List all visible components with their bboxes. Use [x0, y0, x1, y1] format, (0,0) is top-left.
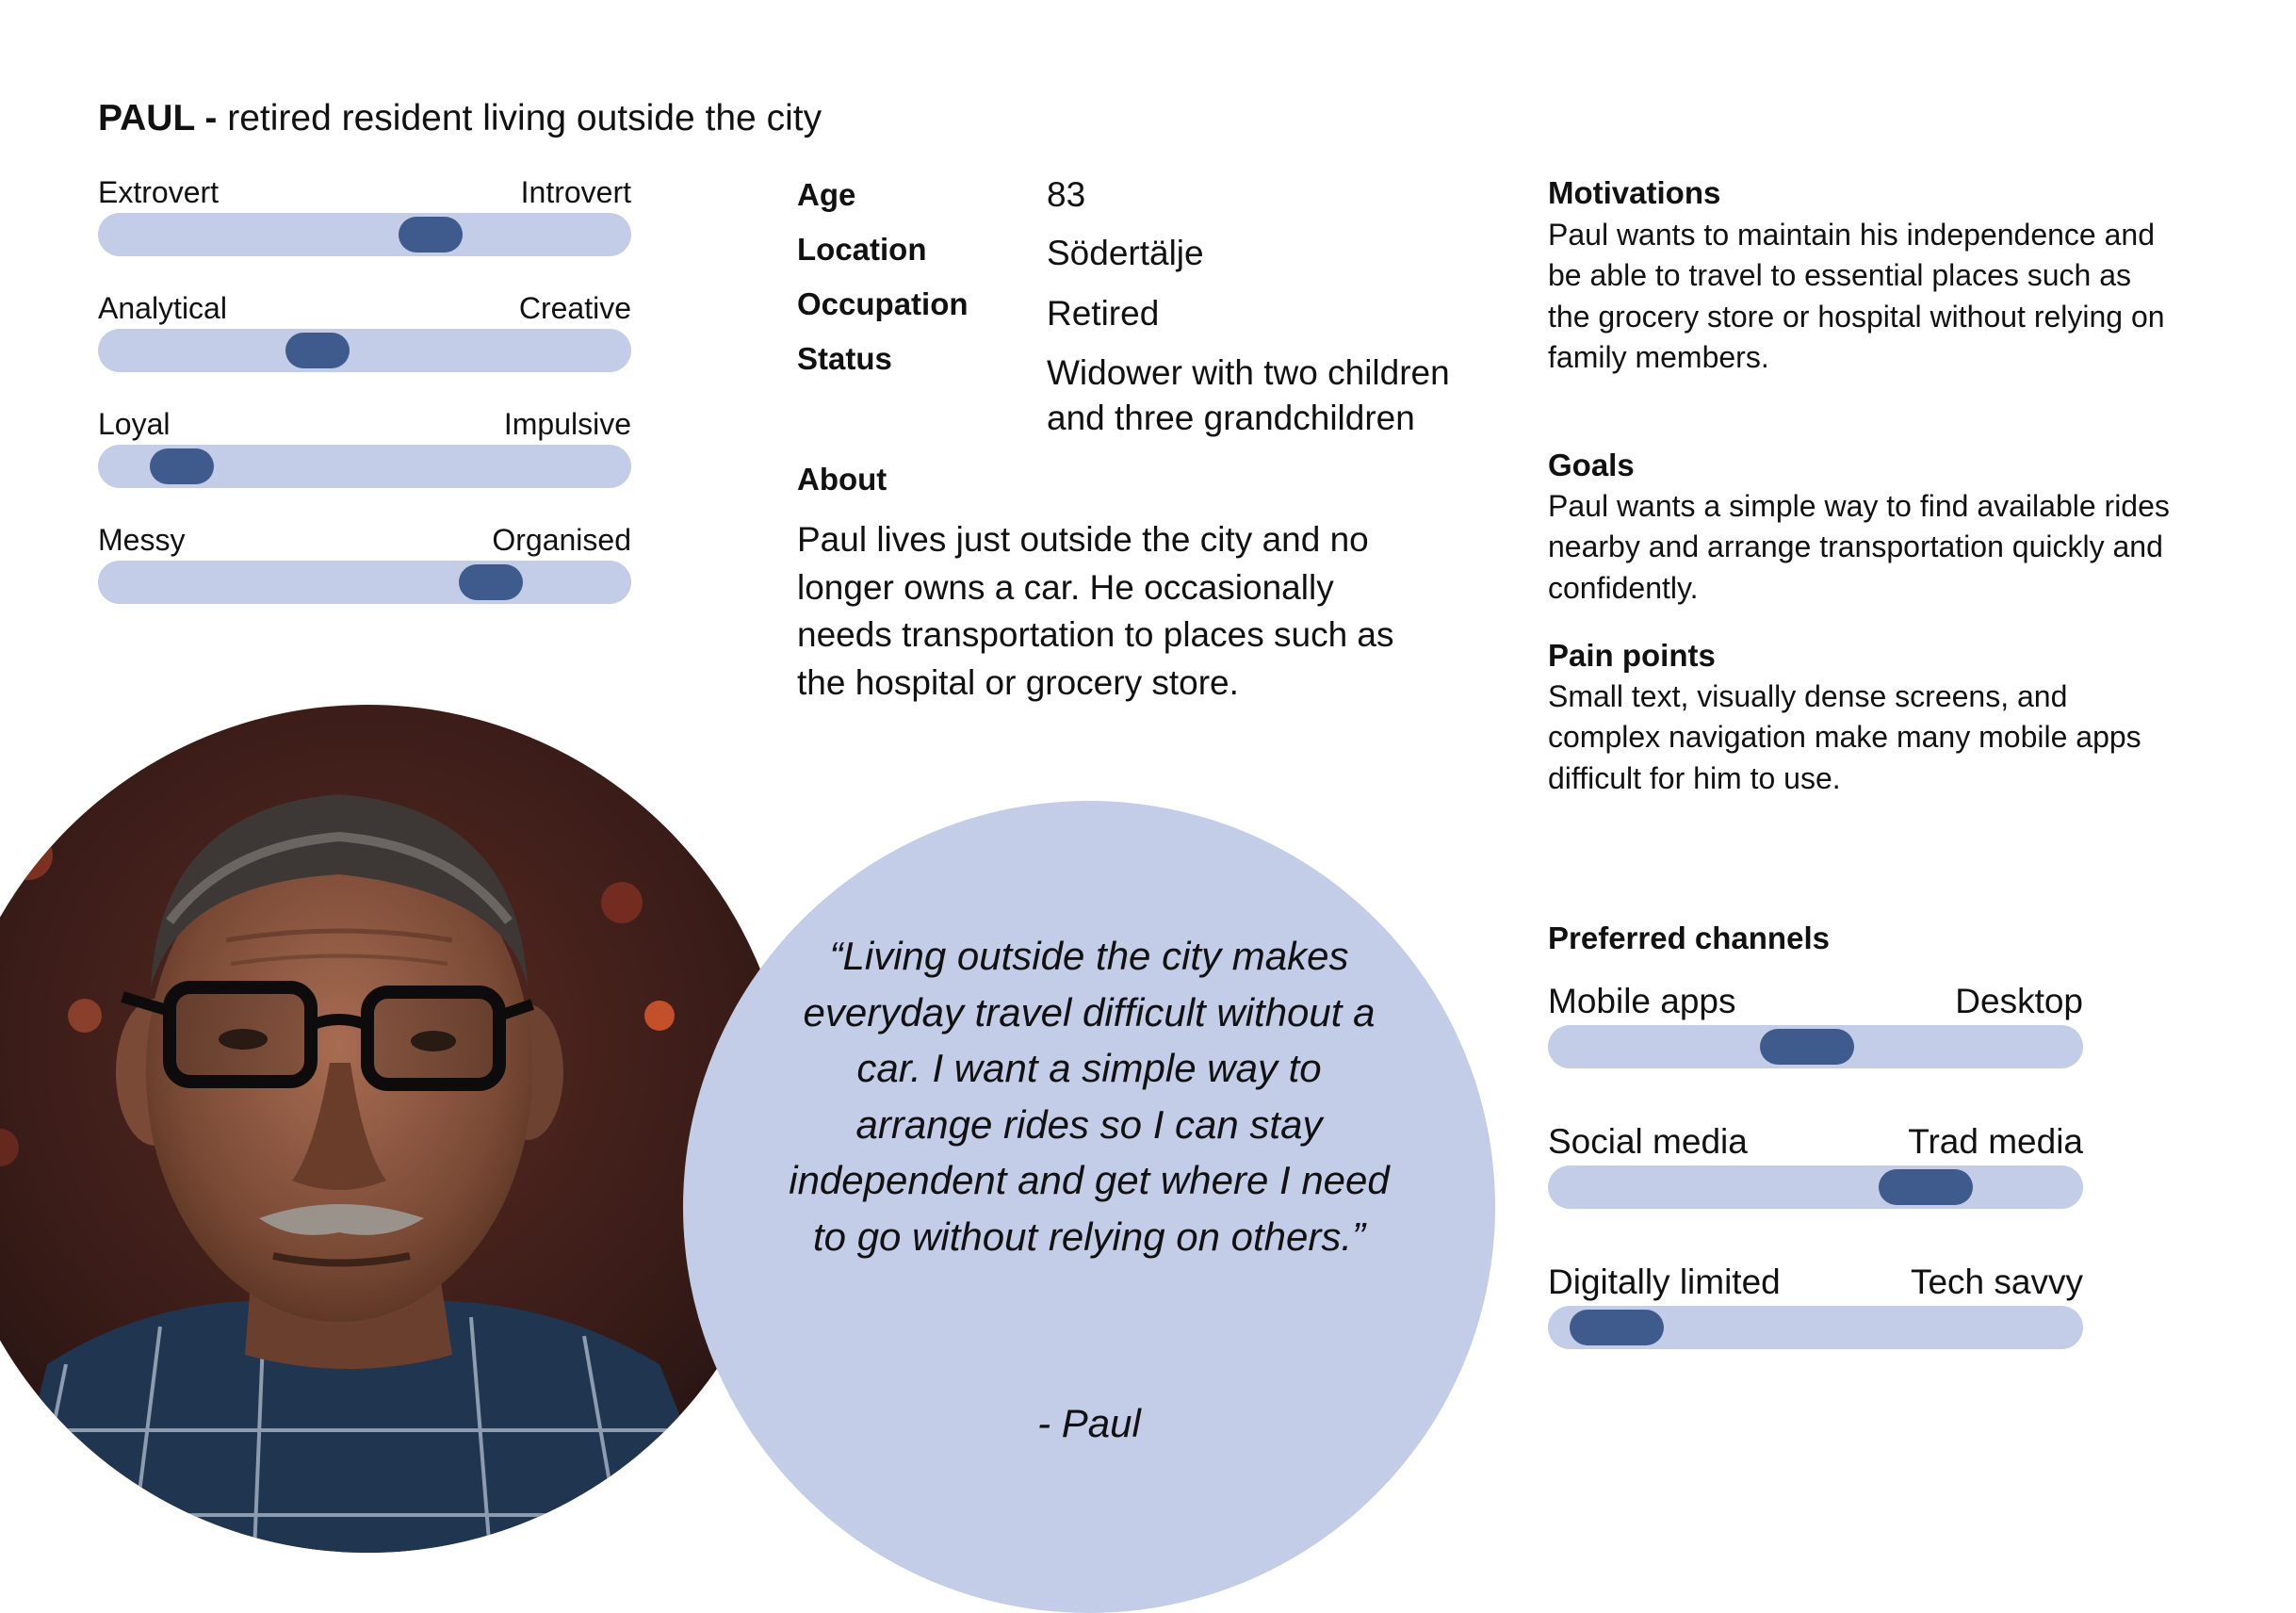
channel-track — [1548, 1025, 2083, 1068]
trait-left-label: Analytical — [98, 291, 227, 325]
pain-points-title: Pain points — [1548, 638, 1716, 673]
channel-left-label: Social media — [1548, 1122, 1748, 1161]
occupation-value: Retired — [1047, 294, 1160, 333]
about-title: About — [797, 462, 887, 497]
location-value: Södertälje — [1047, 234, 1204, 272]
status-value-line1: Widower with two children — [1047, 353, 1450, 392]
trait-track — [98, 561, 631, 604]
trait-right-label: Impulsive — [503, 407, 631, 441]
channel-knob — [1760, 1029, 1854, 1065]
trait-right-label: Creative — [518, 291, 631, 325]
trait-knob — [399, 217, 463, 253]
persona-photo — [0, 705, 791, 1553]
trait-knob — [150, 448, 214, 484]
preferred-channels-title: Preferred channels — [1548, 921, 1830, 955]
channel-right-label: Trad media — [1908, 1122, 2083, 1161]
trait-track — [98, 329, 631, 372]
goals-text: Paul wants a simple way to find available rides nearby and arrange transportation quickly and confidently. — [1548, 489, 2170, 605]
quote-text: “Living outside the city makes everyday travel difficult without a car. I want a simple way to arrange rides so I can stay independent and get where I need to go without relying on others.” — [789, 934, 1390, 1259]
trait-right-label: Introvert — [520, 175, 631, 209]
pain-points-text: Small text, visually dense screens, and complex navigation make many mobile apps difficult for him to use. — [1548, 679, 2141, 795]
trait-track — [98, 213, 631, 256]
motivations-title: Motivations — [1548, 175, 1721, 210]
about-text: Paul lives just outside the city and no longer owns a car. He occasionally needs transportation to places such as the hospital or grocery store. — [797, 520, 1394, 702]
trait-left-label: Extrovert — [98, 175, 220, 209]
header-separator: - — [194, 98, 228, 138]
channel-track — [1548, 1165, 2083, 1209]
persona-name: PAUL — [98, 98, 195, 138]
location-label: Location — [797, 232, 927, 267]
trait-track — [98, 445, 631, 488]
trait-right-label: Organised — [492, 523, 631, 557]
goals-title: Goals — [1548, 448, 1635, 482]
persona-subtitle: retired resident living outside the city — [227, 98, 822, 138]
channel-knob — [1570, 1310, 1664, 1345]
occupation-label: Occupation — [797, 286, 969, 321]
channel-right-label: Tech savvy — [1910, 1263, 2083, 1301]
trait-knob — [285, 333, 350, 368]
channel-left-label: Digitally limited — [1548, 1263, 1781, 1301]
channel-knob — [1879, 1169, 1973, 1205]
quote-author: - Paul — [1037, 1401, 1141, 1445]
channel-right-label: Desktop — [1955, 982, 2083, 1020]
persona-header — [98, 98, 822, 139]
trait-knob — [459, 564, 523, 600]
status-value-line2: and three grandchildren — [1047, 399, 1415, 437]
channel-left-label: Mobile apps — [1548, 982, 1736, 1020]
trait-left-label: Messy — [98, 523, 186, 557]
trait-left-label: Loyal — [98, 407, 171, 441]
motivations-text: Paul wants to maintain his independence and be able to travel to essential places such as the grocery store or hospital without relying on family members. — [1548, 218, 2165, 374]
age-label: Age — [797, 177, 856, 212]
status-label: Status — [797, 341, 892, 376]
channel-track — [1548, 1306, 2083, 1349]
age-value: 83 — [1047, 175, 1086, 214]
